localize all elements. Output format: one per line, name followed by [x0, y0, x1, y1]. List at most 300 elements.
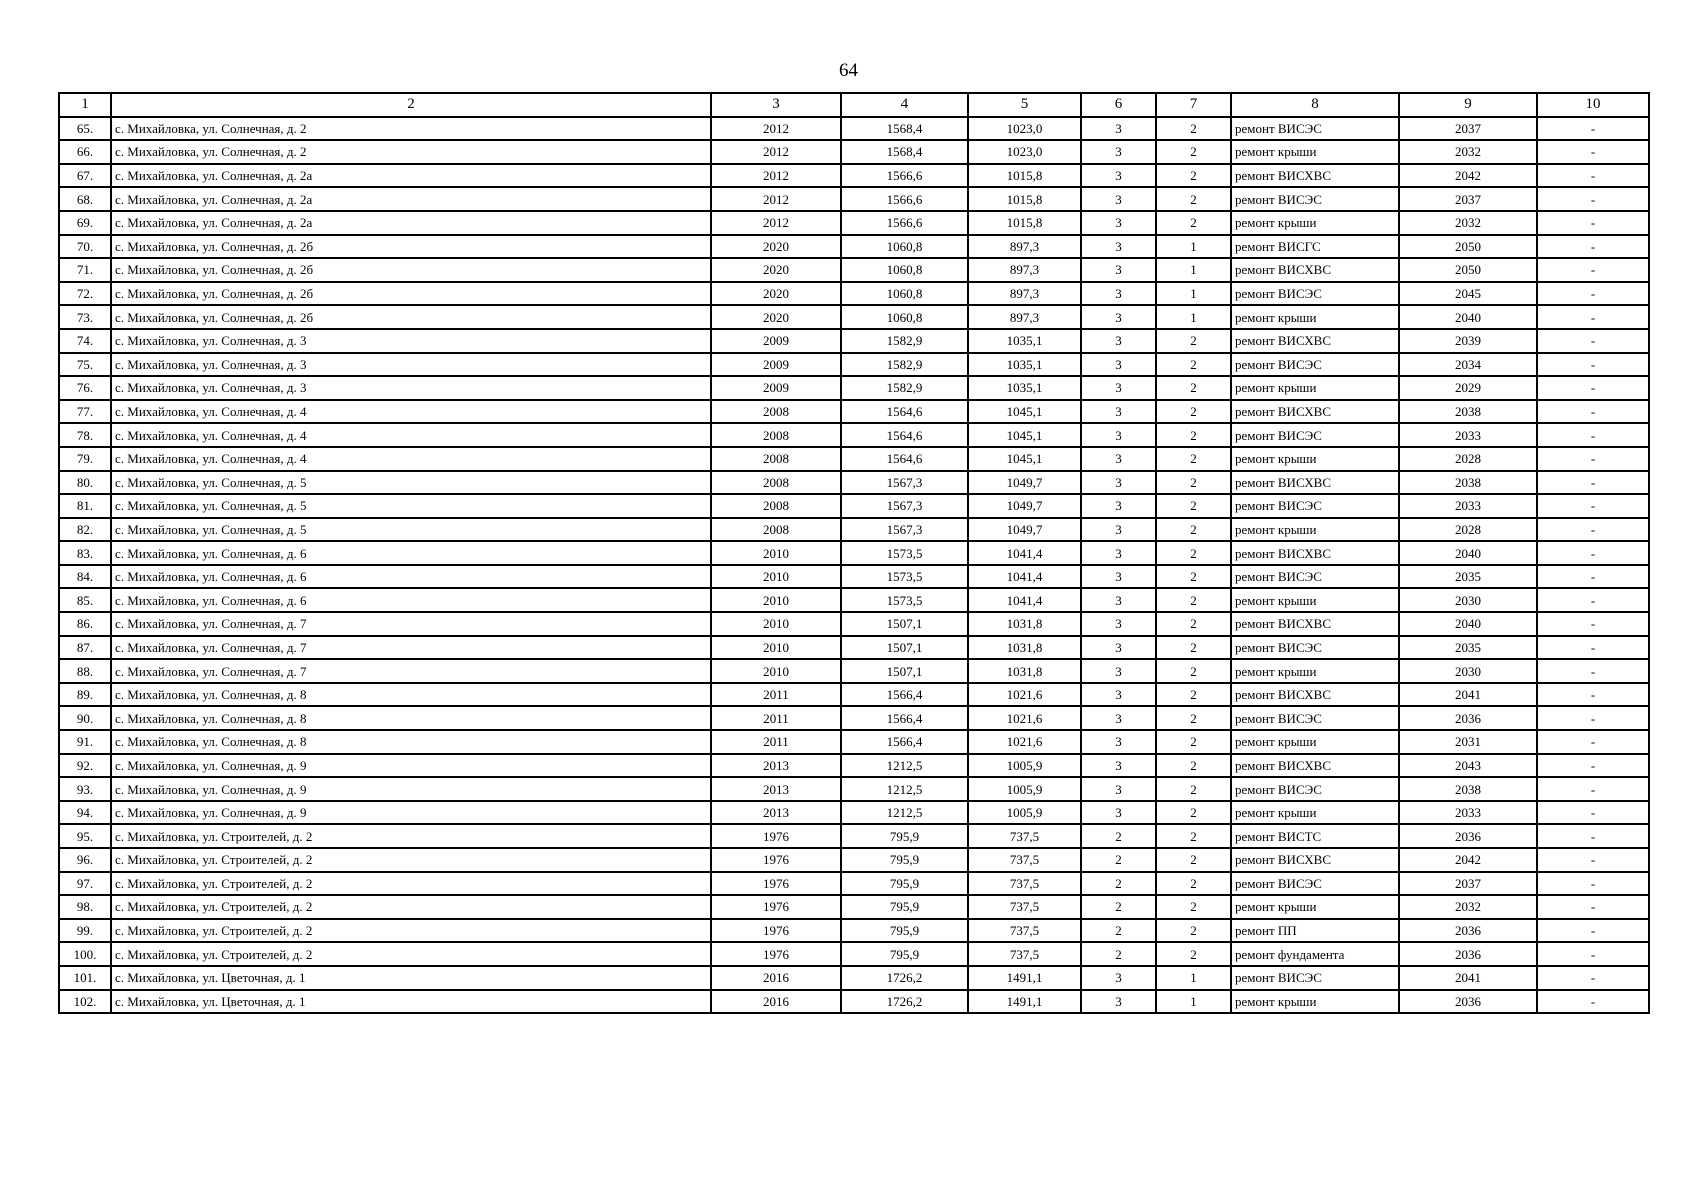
table-row	[59, 329, 1649, 353]
floors-cell: 3	[1081, 966, 1156, 990]
floors-cell: 3	[1081, 754, 1156, 778]
address-cell: с. Михайловка, ул. Солнечная, д. 2	[111, 117, 711, 141]
work-type-cell: ремонт ВИСЭС	[1231, 423, 1399, 447]
year-cell: 2010	[711, 588, 841, 612]
total-area-cell: 1060,8	[841, 305, 968, 329]
planned-year-cell: 2042	[1399, 164, 1537, 188]
living-area-cell: 1049,7	[968, 518, 1081, 542]
work-type-cell: ремонт ВИСЭС	[1231, 494, 1399, 518]
floors-cell: 3	[1081, 282, 1156, 306]
work-type-cell: ремонт ВИСТС	[1231, 824, 1399, 848]
note-cell: -	[1537, 187, 1649, 211]
total-area-cell: 795,9	[841, 824, 968, 848]
planned-year-cell: 2038	[1399, 400, 1537, 424]
note-cell: -	[1537, 824, 1649, 848]
entrances-cell: 2	[1156, 895, 1231, 919]
entrances-cell: 2	[1156, 683, 1231, 707]
year-cell: 2012	[711, 164, 841, 188]
entrances-cell: 2	[1156, 471, 1231, 495]
year-cell: 1976	[711, 824, 841, 848]
row-number-cell: 95.	[59, 824, 111, 848]
year-cell: 2016	[711, 966, 841, 990]
planned-year-cell: 2032	[1399, 895, 1537, 919]
row-number-cell: 76.	[59, 376, 111, 400]
note-cell: -	[1537, 258, 1649, 282]
entrances-cell: 1	[1156, 966, 1231, 990]
row-number-cell: 88.	[59, 659, 111, 683]
note-cell: -	[1537, 305, 1649, 329]
planned-year-cell: 2033	[1399, 494, 1537, 518]
planned-year-cell: 2037	[1399, 872, 1537, 896]
planned-year-cell: 2041	[1399, 683, 1537, 707]
address-cell: с. Михайловка, ул. Солнечная, д. 5	[111, 518, 711, 542]
entrances-cell: 2	[1156, 565, 1231, 589]
row-number-cell: 85.	[59, 588, 111, 612]
work-type-cell: ремонт крыши	[1231, 447, 1399, 471]
table-row	[59, 848, 1649, 872]
address-cell: с. Михайловка, ул. Солнечная, д. 6	[111, 588, 711, 612]
living-area-cell: 1035,1	[968, 329, 1081, 353]
table-row	[59, 235, 1649, 259]
column-header: 8	[1231, 93, 1399, 117]
year-cell: 2013	[711, 801, 841, 825]
year-cell: 2013	[711, 777, 841, 801]
column-header: 3	[711, 93, 841, 117]
floors-cell: 3	[1081, 990, 1156, 1014]
address-cell: с. Михайловка, ул. Солнечная, д. 2а	[111, 164, 711, 188]
total-area-cell: 795,9	[841, 872, 968, 896]
planned-year-cell: 2042	[1399, 848, 1537, 872]
work-type-cell: ремонт ВИСХВС	[1231, 848, 1399, 872]
floors-cell: 3	[1081, 329, 1156, 353]
row-number-cell: 99.	[59, 919, 111, 943]
address-cell: с. Михайловка, ул. Строителей, д. 2	[111, 919, 711, 943]
table-row	[59, 282, 1649, 306]
note-cell: -	[1537, 471, 1649, 495]
year-cell: 2010	[711, 659, 841, 683]
planned-year-cell: 2032	[1399, 211, 1537, 235]
note-cell: -	[1537, 164, 1649, 188]
address-cell: с. Михайловка, ул. Солнечная, д. 4	[111, 400, 711, 424]
note-cell: -	[1537, 211, 1649, 235]
planned-year-cell: 2031	[1399, 730, 1537, 754]
row-number-cell: 100.	[59, 942, 111, 966]
table-row	[59, 824, 1649, 848]
note-cell: -	[1537, 730, 1649, 754]
row-number-cell: 84.	[59, 565, 111, 589]
floors-cell: 3	[1081, 706, 1156, 730]
total-area-cell: 1507,1	[841, 659, 968, 683]
total-area-cell: 795,9	[841, 848, 968, 872]
row-number-cell: 97.	[59, 872, 111, 896]
table-row	[59, 895, 1649, 919]
floors-cell: 3	[1081, 518, 1156, 542]
column-header: 4	[841, 93, 968, 117]
work-type-cell: ремонт ВИСЭС	[1231, 282, 1399, 306]
column-number-header-row	[59, 93, 1649, 117]
row-number-cell: 72.	[59, 282, 111, 306]
year-cell: 2008	[711, 447, 841, 471]
total-area-cell: 1726,2	[841, 990, 968, 1014]
table-row	[59, 565, 1649, 589]
entrances-cell: 2	[1156, 848, 1231, 872]
address-cell: с. Михайловка, ул. Строителей, д. 2	[111, 848, 711, 872]
column-header: 9	[1399, 93, 1537, 117]
row-number-cell: 86.	[59, 612, 111, 636]
total-area-cell: 1567,3	[841, 494, 968, 518]
planned-year-cell: 2036	[1399, 942, 1537, 966]
row-number-cell: 65.	[59, 117, 111, 141]
table-row	[59, 588, 1649, 612]
address-cell: с. Михайловка, ул. Солнечная, д. 3	[111, 353, 711, 377]
address-cell: с. Михайловка, ул. Солнечная, д. 7	[111, 612, 711, 636]
table-row	[59, 447, 1649, 471]
living-area-cell: 1021,6	[968, 730, 1081, 754]
living-area-cell: 1023,0	[968, 117, 1081, 141]
table-row	[59, 211, 1649, 235]
living-area-cell: 1041,4	[968, 588, 1081, 612]
year-cell: 1976	[711, 919, 841, 943]
living-area-cell: 737,5	[968, 919, 1081, 943]
floors-cell: 3	[1081, 376, 1156, 400]
living-area-cell: 737,5	[968, 824, 1081, 848]
note-cell: -	[1537, 754, 1649, 778]
table-row	[59, 423, 1649, 447]
address-cell: с. Михайловка, ул. Солнечная, д. 6	[111, 565, 711, 589]
total-area-cell: 1567,3	[841, 518, 968, 542]
planned-year-cell: 2037	[1399, 187, 1537, 211]
living-area-cell: 1023,0	[968, 140, 1081, 164]
column-header: 7	[1156, 93, 1231, 117]
living-area-cell: 1045,1	[968, 447, 1081, 471]
total-area-cell: 1566,4	[841, 730, 968, 754]
entrances-cell: 2	[1156, 872, 1231, 896]
note-cell: -	[1537, 801, 1649, 825]
floors-cell: 3	[1081, 565, 1156, 589]
table-row	[59, 706, 1649, 730]
year-cell: 2013	[711, 754, 841, 778]
year-cell: 2011	[711, 730, 841, 754]
address-cell: с. Михайловка, ул. Солнечная, д. 9	[111, 754, 711, 778]
year-cell: 2008	[711, 494, 841, 518]
floors-cell: 3	[1081, 353, 1156, 377]
living-area-cell: 1015,8	[968, 211, 1081, 235]
planned-year-cell: 2038	[1399, 471, 1537, 495]
year-cell: 2020	[711, 235, 841, 259]
row-number-cell: 79.	[59, 447, 111, 471]
year-cell: 2009	[711, 329, 841, 353]
total-area-cell: 1573,5	[841, 588, 968, 612]
entrances-cell: 2	[1156, 329, 1231, 353]
work-type-cell: ремонт ВИСЭС	[1231, 966, 1399, 990]
table-row	[59, 777, 1649, 801]
row-number-cell: 98.	[59, 895, 111, 919]
address-cell: с. Михайловка, ул. Солнечная, д. 2б	[111, 258, 711, 282]
table-row	[59, 636, 1649, 660]
work-type-cell: ремонт крыши	[1231, 730, 1399, 754]
note-cell: -	[1537, 683, 1649, 707]
work-type-cell: ремонт ВИСХВС	[1231, 258, 1399, 282]
living-area-cell: 737,5	[968, 872, 1081, 896]
living-area-cell: 1491,1	[968, 990, 1081, 1014]
total-area-cell: 795,9	[841, 942, 968, 966]
row-number-cell: 78.	[59, 423, 111, 447]
entrances-cell: 2	[1156, 376, 1231, 400]
total-area-cell: 1726,2	[841, 966, 968, 990]
planned-year-cell: 2032	[1399, 140, 1537, 164]
work-type-cell: ремонт ВИСХВС	[1231, 400, 1399, 424]
row-number-cell: 102.	[59, 990, 111, 1014]
living-area-cell: 1031,8	[968, 636, 1081, 660]
living-area-cell: 897,3	[968, 282, 1081, 306]
total-area-cell: 1564,6	[841, 423, 968, 447]
row-number-cell: 81.	[59, 494, 111, 518]
table-row	[59, 942, 1649, 966]
work-type-cell: ремонт крыши	[1231, 211, 1399, 235]
note-cell: -	[1537, 919, 1649, 943]
entrances-cell: 2	[1156, 659, 1231, 683]
planned-year-cell: 2036	[1399, 706, 1537, 730]
address-cell: с. Михайловка, ул. Солнечная, д. 3	[111, 376, 711, 400]
living-area-cell: 1021,6	[968, 706, 1081, 730]
entrances-cell: 2	[1156, 518, 1231, 542]
planned-year-cell: 2041	[1399, 966, 1537, 990]
floors-cell: 3	[1081, 258, 1156, 282]
planned-year-cell: 2028	[1399, 447, 1537, 471]
planned-year-cell: 2029	[1399, 376, 1537, 400]
note-cell: -	[1537, 895, 1649, 919]
total-area-cell: 1564,6	[841, 400, 968, 424]
row-number-cell: 82.	[59, 518, 111, 542]
entrances-cell: 1	[1156, 282, 1231, 306]
note-cell: -	[1537, 659, 1649, 683]
note-cell: -	[1537, 990, 1649, 1014]
planned-year-cell: 2036	[1399, 990, 1537, 1014]
living-area-cell: 1015,8	[968, 187, 1081, 211]
entrances-cell: 2	[1156, 447, 1231, 471]
row-number-cell: 92.	[59, 754, 111, 778]
note-cell: -	[1537, 848, 1649, 872]
living-area-cell: 1031,8	[968, 612, 1081, 636]
living-area-cell: 1041,4	[968, 565, 1081, 589]
table-row	[59, 754, 1649, 778]
total-area-cell: 1212,5	[841, 777, 968, 801]
total-area-cell: 1212,5	[841, 801, 968, 825]
note-cell: -	[1537, 518, 1649, 542]
living-area-cell: 1005,9	[968, 777, 1081, 801]
table-row	[59, 117, 1649, 141]
note-cell: -	[1537, 612, 1649, 636]
row-number-cell: 87.	[59, 636, 111, 660]
living-area-cell: 1005,9	[968, 754, 1081, 778]
note-cell: -	[1537, 588, 1649, 612]
entrances-cell: 2	[1156, 636, 1231, 660]
work-type-cell: ремонт ВИСХВС	[1231, 612, 1399, 636]
year-cell: 1976	[711, 895, 841, 919]
work-type-cell: ремонт крыши	[1231, 990, 1399, 1014]
work-type-cell: ремонт ВИСХВС	[1231, 471, 1399, 495]
table-row	[59, 400, 1649, 424]
note-cell: -	[1537, 117, 1649, 141]
year-cell: 2010	[711, 612, 841, 636]
note-cell: -	[1537, 541, 1649, 565]
note-cell: -	[1537, 565, 1649, 589]
floors-cell: 3	[1081, 777, 1156, 801]
table-row	[59, 471, 1649, 495]
planned-year-cell: 2037	[1399, 117, 1537, 141]
year-cell: 2008	[711, 471, 841, 495]
table-row	[59, 164, 1649, 188]
entrances-cell: 2	[1156, 588, 1231, 612]
repair-schedule-table	[58, 92, 1650, 1014]
total-area-cell: 1573,5	[841, 565, 968, 589]
table-row	[59, 990, 1649, 1014]
work-type-cell: ремонт ВИСЭС	[1231, 187, 1399, 211]
column-header: 5	[968, 93, 1081, 117]
note-cell: -	[1537, 706, 1649, 730]
row-number-cell: 71.	[59, 258, 111, 282]
entrances-cell: 2	[1156, 494, 1231, 518]
planned-year-cell: 2033	[1399, 423, 1537, 447]
address-cell: с. Михайловка, ул. Строителей, д. 2	[111, 895, 711, 919]
work-type-cell: ремонт ВИСХВС	[1231, 541, 1399, 565]
table-body	[59, 117, 1649, 1014]
address-cell: с. Михайловка, ул. Солнечная, д. 7	[111, 659, 711, 683]
year-cell: 2010	[711, 636, 841, 660]
floors-cell: 3	[1081, 305, 1156, 329]
entrances-cell: 2	[1156, 730, 1231, 754]
year-cell: 2009	[711, 376, 841, 400]
floors-cell: 3	[1081, 117, 1156, 141]
address-cell: с. Михайловка, ул. Солнечная, д. 2б	[111, 305, 711, 329]
entrances-cell: 2	[1156, 117, 1231, 141]
living-area-cell: 737,5	[968, 942, 1081, 966]
floors-cell: 3	[1081, 211, 1156, 235]
floors-cell: 3	[1081, 471, 1156, 495]
entrances-cell: 2	[1156, 754, 1231, 778]
floors-cell: 3	[1081, 447, 1156, 471]
entrances-cell: 2	[1156, 541, 1231, 565]
table-row	[59, 541, 1649, 565]
work-type-cell: ремонт ПП	[1231, 919, 1399, 943]
total-area-cell: 1212,5	[841, 754, 968, 778]
entrances-cell: 2	[1156, 612, 1231, 636]
work-type-cell: ремонт крыши	[1231, 895, 1399, 919]
floors-cell: 3	[1081, 423, 1156, 447]
total-area-cell: 795,9	[841, 895, 968, 919]
year-cell: 2010	[711, 541, 841, 565]
row-number-cell: 101.	[59, 966, 111, 990]
note-cell: -	[1537, 447, 1649, 471]
row-number-cell: 69.	[59, 211, 111, 235]
work-type-cell: ремонт ВИСХВС	[1231, 683, 1399, 707]
floors-cell: 3	[1081, 730, 1156, 754]
work-type-cell: ремонт крыши	[1231, 588, 1399, 612]
entrances-cell: 2	[1156, 801, 1231, 825]
floors-cell: 3	[1081, 140, 1156, 164]
entrances-cell: 2	[1156, 164, 1231, 188]
total-area-cell: 795,9	[841, 919, 968, 943]
entrances-cell: 1	[1156, 990, 1231, 1014]
living-area-cell: 1491,1	[968, 966, 1081, 990]
note-cell: -	[1537, 777, 1649, 801]
table-row	[59, 305, 1649, 329]
total-area-cell: 1566,6	[841, 187, 968, 211]
total-area-cell: 1566,6	[841, 164, 968, 188]
row-number-cell: 91.	[59, 730, 111, 754]
entrances-cell: 2	[1156, 187, 1231, 211]
planned-year-cell: 2033	[1399, 801, 1537, 825]
work-type-cell: ремонт крыши	[1231, 659, 1399, 683]
table-row	[59, 872, 1649, 896]
floors-cell: 3	[1081, 659, 1156, 683]
floors-cell: 3	[1081, 400, 1156, 424]
floors-cell: 3	[1081, 541, 1156, 565]
entrances-cell: 2	[1156, 140, 1231, 164]
note-cell: -	[1537, 423, 1649, 447]
address-cell: с. Михайловка, ул. Солнечная, д. 4	[111, 447, 711, 471]
planned-year-cell: 2043	[1399, 754, 1537, 778]
table-row	[59, 801, 1649, 825]
planned-year-cell: 2045	[1399, 282, 1537, 306]
total-area-cell: 1582,9	[841, 376, 968, 400]
year-cell: 2016	[711, 990, 841, 1014]
page-number: 64	[839, 60, 858, 81]
total-area-cell: 1566,4	[841, 683, 968, 707]
year-cell: 2009	[711, 353, 841, 377]
note-cell: -	[1537, 282, 1649, 306]
living-area-cell: 1049,7	[968, 471, 1081, 495]
planned-year-cell: 2035	[1399, 636, 1537, 660]
living-area-cell: 1049,7	[968, 494, 1081, 518]
work-type-cell: ремонт фундамента	[1231, 942, 1399, 966]
planned-year-cell: 2036	[1399, 919, 1537, 943]
floors-cell: 2	[1081, 942, 1156, 966]
planned-year-cell: 2030	[1399, 588, 1537, 612]
planned-year-cell: 2030	[1399, 659, 1537, 683]
floors-cell: 2	[1081, 895, 1156, 919]
work-type-cell: ремонт ВИСХВС	[1231, 329, 1399, 353]
floors-cell: 3	[1081, 235, 1156, 259]
table-row	[59, 353, 1649, 377]
total-area-cell: 1060,8	[841, 235, 968, 259]
floors-cell: 3	[1081, 494, 1156, 518]
table-row	[59, 919, 1649, 943]
address-cell: с. Михайловка, ул. Солнечная, д. 3	[111, 329, 711, 353]
total-area-cell: 1582,9	[841, 353, 968, 377]
year-cell: 2012	[711, 211, 841, 235]
table-row	[59, 376, 1649, 400]
work-type-cell: ремонт ВИСЭС	[1231, 636, 1399, 660]
planned-year-cell: 2035	[1399, 565, 1537, 589]
floors-cell: 3	[1081, 187, 1156, 211]
note-cell: -	[1537, 942, 1649, 966]
column-header: 6	[1081, 93, 1156, 117]
living-area-cell: 897,3	[968, 235, 1081, 259]
entrances-cell: 1	[1156, 235, 1231, 259]
table-row	[59, 140, 1649, 164]
year-cell: 1976	[711, 942, 841, 966]
floors-cell: 3	[1081, 164, 1156, 188]
note-cell: -	[1537, 235, 1649, 259]
entrances-cell: 1	[1156, 258, 1231, 282]
planned-year-cell: 2039	[1399, 329, 1537, 353]
living-area-cell: 1041,4	[968, 541, 1081, 565]
address-cell: с. Михайловка, ул. Солнечная, д. 5	[111, 494, 711, 518]
row-number-cell: 66.	[59, 140, 111, 164]
year-cell: 2020	[711, 305, 841, 329]
address-cell: с. Михайловка, ул. Солнечная, д. 2а	[111, 211, 711, 235]
